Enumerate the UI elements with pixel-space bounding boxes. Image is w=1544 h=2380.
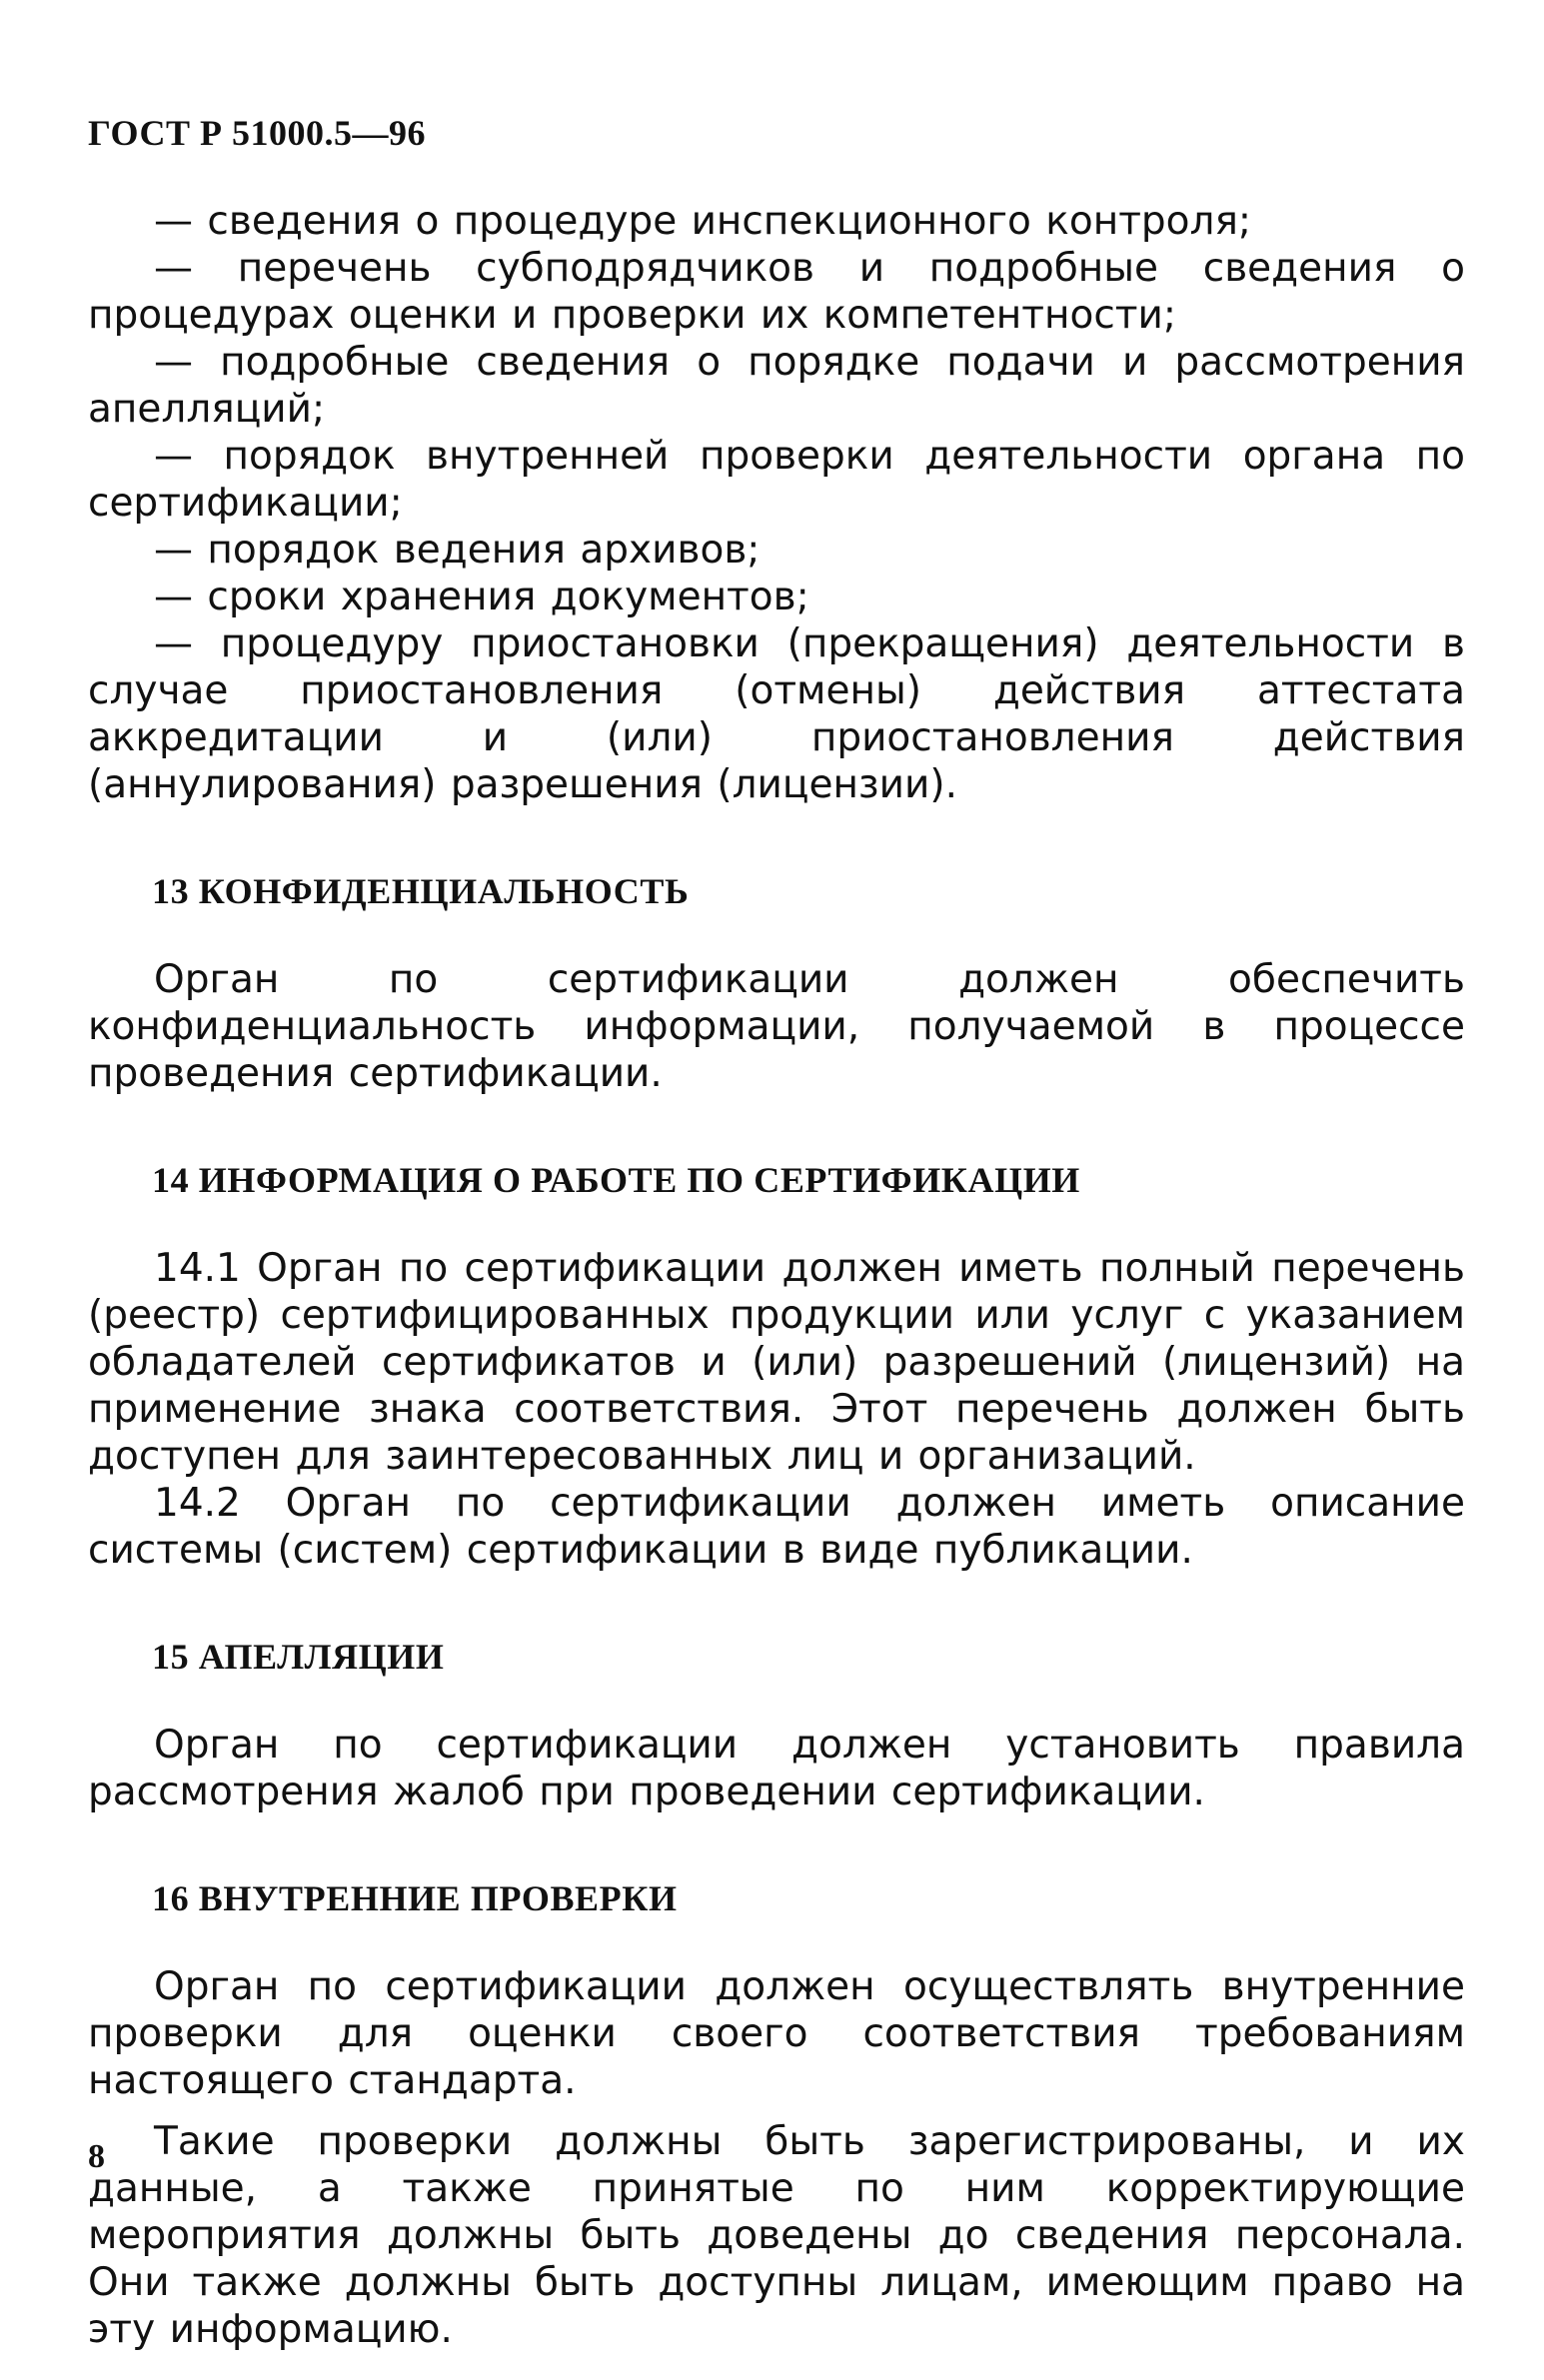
list-item: — порядок внутренней проверки деятельности органа по сертификации; [88, 434, 1465, 526]
section-paragraph: Орган по сертификации должен осуществлять внутренние проверки для оценки своего соответствия требованиям настоящего стандарта. [88, 1964, 1465, 2103]
page-number: 8 [88, 2138, 105, 2175]
section-paragraph: 14.1 Орган по сертификации должен иметь полный перечень (реестр) сертифицированных продукции или услуг с указанием обладателей сертификатов и (или) разрешений (лицензий) на применение знака соответствия. Этот перечень должен быть доступен для заинтересованных лиц и организаций. [88, 1246, 1465, 1479]
bullet-list [88, 198, 1465, 808]
section-paragraph: Орган по сертификации должен обеспечить конфиденциальность информации, получаемой в процессе проведения сертификации. [88, 957, 1465, 1096]
list-item: — сроки хранения документов; [154, 575, 809, 619]
section-16 [88, 1877, 1465, 2353]
section-heading: 15 АПЕЛЛЯЦИИ [152, 1637, 445, 1677]
list-item: — подробные сведения о порядке подачи и рассмотрения апелляций; [88, 340, 1465, 432]
section-15 [88, 1636, 1465, 1815]
section-heading: 16 ВНУТРЕННИЕ ПРОВЕРКИ [152, 1878, 678, 1918]
section-paragraph: Такие проверки должны быть зарегистрированы, и их данные, а также принятые по ним корректирующие мероприятия должны быть доведены до сведения персонала. Они также должны быть доступны лицам, имеющим право на эту информацию. [88, 2119, 1465, 2352]
section-14 [88, 1159, 1465, 1574]
section-paragraph: 14.2 Орган по сертификации должен иметь описание системы (систем) сертификации в виде публикации. [88, 1481, 1465, 1573]
list-item: — порядок ведения архивов; [154, 528, 761, 573]
list-item: — сведения о процедуре инспекционного контроля; [154, 199, 1252, 244]
section-13 [88, 870, 1465, 1097]
list-item: — перечень субподрядчиков и подробные сведения о процедурах оценки и проверки их компетентности; [88, 246, 1465, 338]
section-paragraph: Орган по сертификации должен установить правила рассмотрения жалоб при проведении сертификации. [88, 1723, 1465, 1814]
list-item: — процедуру приостановки (прекращения) деятельности в случае приостановления (отмены) действия аттестата аккредитации и (или) приостановления действия (аннулирования) разрешения (лицензии). [88, 621, 1465, 807]
section-heading: 14 ИНФОРМАЦИЯ О РАБОТЕ ПО СЕРТИФИКАЦИИ [152, 1160, 1080, 1200]
document-header: ГОСТ Р 51000.5—96 [88, 113, 426, 153]
document-content [88, 198, 1465, 2353]
section-heading: 13 КОНФИДЕНЦИАЛЬНОСТЬ [152, 871, 690, 911]
